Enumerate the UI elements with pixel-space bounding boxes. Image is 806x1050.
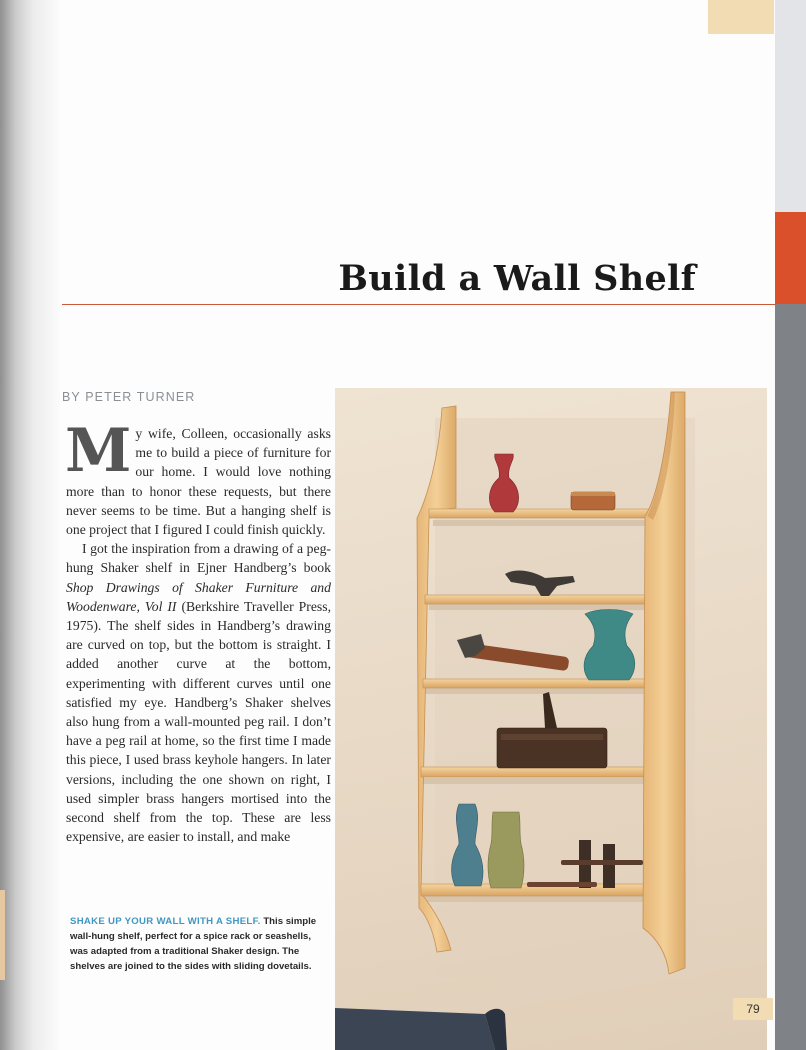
clamp-right-jaw [603,844,615,888]
paragraph-2-start: I got the inspiration from a drawing of a peg-hung Shaker shelf in Ejner Handberg’s book [66,541,331,576]
clamp-screw-bottom [527,882,597,887]
drop-cap: M [65,416,132,486]
photo-caption [70,914,320,974]
title-rule [62,304,776,305]
book-spine-shadow [0,0,60,1050]
shelf-1 [429,509,655,518]
book-title: Shop Drawings of Shaker Furniture and Woodenware, Vol II [66,579,331,614]
shelf-illustration [335,388,767,1050]
paragraph-1-text: y wife, Colleen, occasionally asks me to build a piece of furniture for our home. I would love nothing more than to honor these requests, but there never seems to be time. But a hanging shelf is one project that I figured I could finish quickly. [66,426,331,538]
clamp-screw-top [561,860,643,865]
section-color-tab [775,212,806,304]
chair-silhouette [335,1008,495,1050]
article-body [65,416,331,846]
left-page-tab [0,890,5,980]
green-vase [488,812,524,888]
shelf-4 [421,767,649,777]
byline: BY PETER TURNER [62,390,196,404]
corner-color-tab [708,0,774,34]
shelf-photo [335,388,767,1050]
plane-groove [501,734,603,740]
shelf-2 [425,595,653,604]
page-edge-light [775,0,806,212]
paragraph-1 [65,416,331,539]
article-title: Build a Wall Shelf [338,258,696,299]
caption-text: This simple wall-hung shelf, perfect for a spice rack or seashells, was adapted from a traditional Shaker design. The shelves are joined to the sides with sliding dovetails. [70,916,317,972]
paragraph-2-rest: (Berkshire Traveller Press, 1975). The shelf sides in Handberg’s drawing are curved on top, but the bottom is straight. I added another curve at the bottom, experimenting with different curves until one satisfied my eye. Handberg’s Shaker shelves also hung from a wall-mounted peg rail. I don’t have a peg rail at home, so the first time I made this piece, I used brass keyhole hangers. In later versions, including the one shown on right, I used simpler brass hangers mortised into the second shelf from the top. These are less expensive, are easier to install, and make [66,598,331,845]
paragraph-2 [66,539,331,846]
shelf-3 [423,679,651,688]
page-number: 79 [733,998,773,1020]
wooden-box-lid [571,492,615,496]
caption-head: SHAKE UP YOUR WALL WITH A SHELF. [70,916,261,927]
